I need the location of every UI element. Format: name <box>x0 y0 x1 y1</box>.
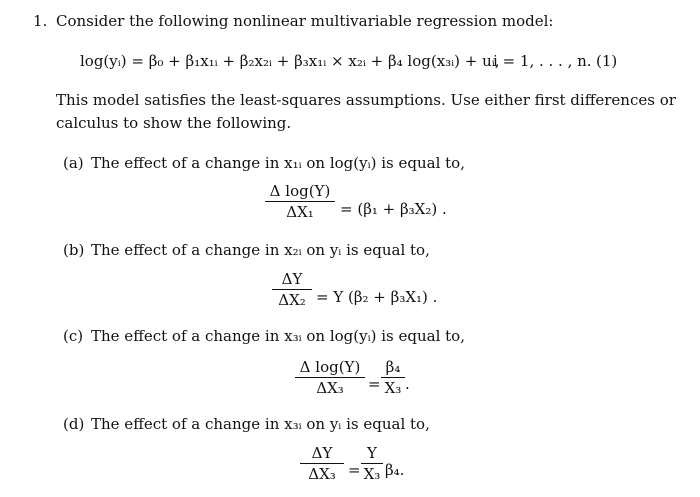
fraction-bar <box>361 463 383 464</box>
part-a-lhs-denominator: ΔX₁ <box>286 203 314 221</box>
problem-number: 1. <box>33 12 48 30</box>
part-b-label: (b) <box>63 241 85 259</box>
part-c-tail: . <box>405 375 410 393</box>
part-c-label: (c) <box>63 327 84 345</box>
fraction-bar <box>265 201 335 202</box>
part-a-lhs-fraction <box>265 182 335 221</box>
part-d-tail: β₄. <box>385 461 405 479</box>
fraction-bar <box>272 289 312 290</box>
fraction-bar <box>300 463 344 464</box>
part-d-lhs-numerator: ΔY <box>311 444 333 462</box>
part-b-lhs-numerator: ΔY <box>281 270 303 288</box>
part-d-label: (d) <box>63 415 85 433</box>
part-b-lhs-denominator: ΔX₂ <box>278 291 306 309</box>
problem-intro: Consider the following nonlinear multivariable regression model: <box>56 12 554 30</box>
part-d-text: The effect of a change in x₃ᵢ on yᵢ is equal to, <box>91 415 430 433</box>
part-b-text: The effect of a change in x₂ᵢ on yᵢ is equal to, <box>91 241 430 259</box>
main-equation: log(yᵢ) = β₀ + β₁x₁ᵢ + β₂x₂ᵢ + β₃x₁ᵢ × x₂ᵢ + β₄ log(x₃ᵢ) + uᵢ, <box>80 52 500 70</box>
part-d-lhs-fraction <box>300 444 344 483</box>
assumption-line-2: calculus to show the following. <box>56 114 292 132</box>
part-a-rhs: = (β₁ + β₃X₂) . <box>340 200 447 218</box>
part-c-rhs-fraction <box>381 358 405 397</box>
part-b-lhs-fraction <box>272 270 312 309</box>
fraction-bar <box>381 377 405 378</box>
part-d-equals: = <box>348 461 361 479</box>
part-d-rhs-fraction <box>361 444 383 483</box>
part-c-lhs-numerator: Δ log(Y) <box>299 358 361 376</box>
fraction-bar <box>295 377 365 378</box>
part-c-rhs-numerator: β₄ <box>385 358 401 376</box>
part-c-rhs-denominator: X₃ <box>384 379 402 397</box>
part-c-equals: = <box>368 375 381 393</box>
part-c-text: The effect of a change in x₃ᵢ on log(yᵢ) is equal to, <box>91 327 465 345</box>
part-c-lhs-fraction <box>295 358 365 397</box>
part-b-rhs: = Y (β₂ + β₃X₁) . <box>316 288 438 306</box>
index-range: i = 1, . . . , n. <box>493 52 592 70</box>
part-d-rhs-denominator: X₃ <box>363 465 381 483</box>
part-a-label: (a) <box>63 154 84 172</box>
equation-tag: (1) <box>596 52 618 70</box>
part-a-lhs-numerator: Δ log(Y) <box>269 182 331 200</box>
part-d-lhs-denominator: ΔX₃ <box>308 465 336 483</box>
part-a-text: The effect of a change in x₁ᵢ on log(yᵢ) is equal to, <box>91 154 465 172</box>
part-c-lhs-denominator: ΔX₃ <box>316 379 344 397</box>
assumption-line-1: This model satisfies the least-squares assumptions. Use either first differences or <box>56 91 676 109</box>
part-d-rhs-numerator: Y <box>367 444 377 462</box>
